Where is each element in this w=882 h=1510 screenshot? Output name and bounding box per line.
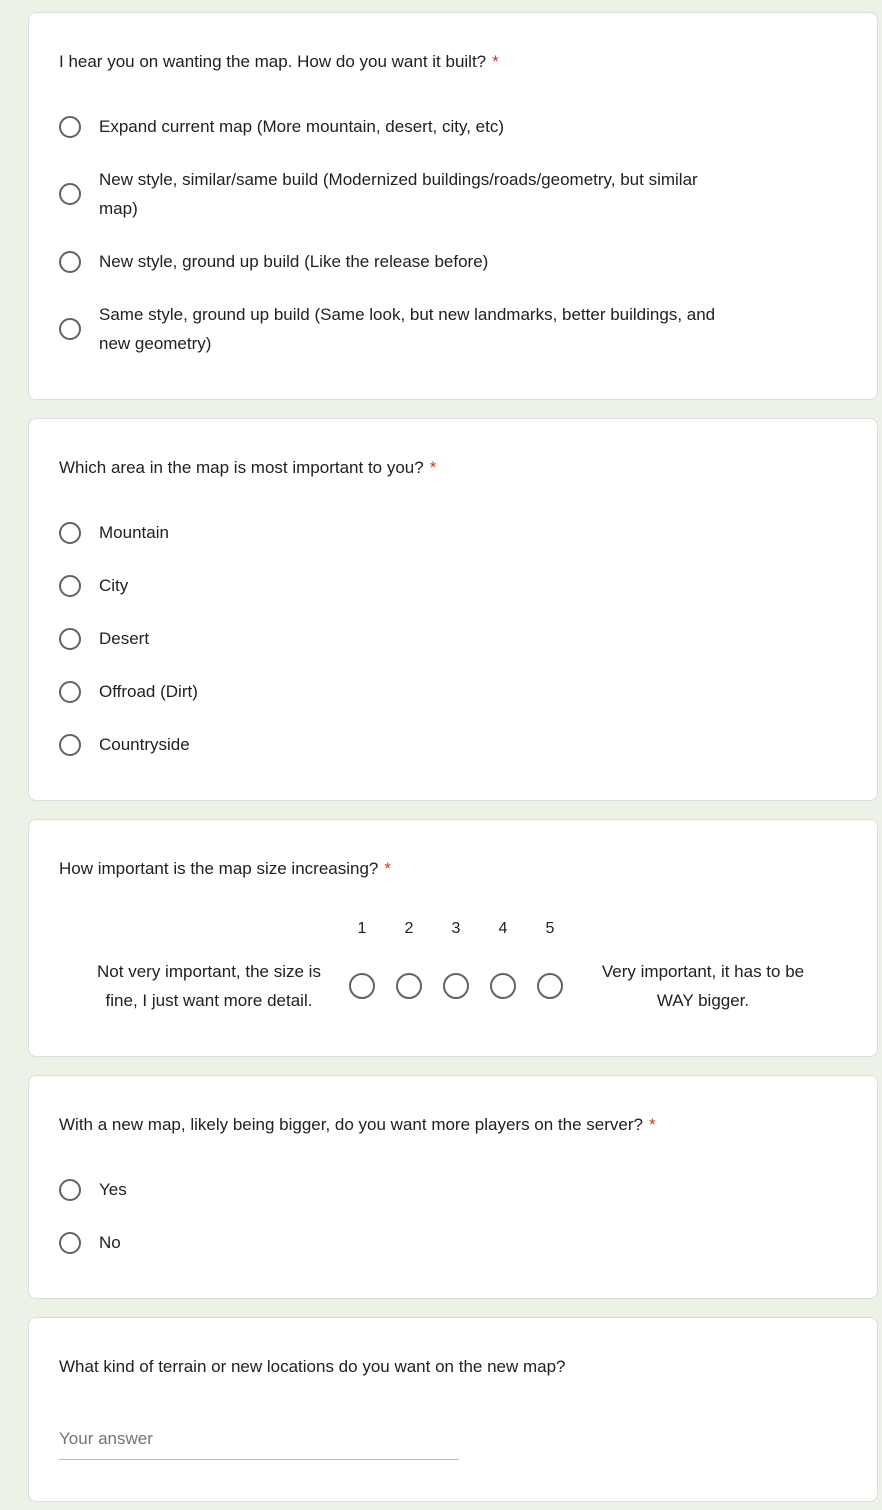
scale-radio-5[interactable]: [537, 973, 563, 999]
scale-number-label-4: 4: [498, 920, 508, 937]
question-title: [59, 857, 853, 881]
question-title: [59, 1113, 853, 1137]
required-asterisk: *: [648, 1115, 656, 1134]
radio-option[interactable]: [59, 677, 853, 706]
scale-number-label-2: 2: [404, 920, 414, 937]
scale-number-row: [349, 919, 563, 939]
question-title-text: With a new map, likely being bigger, do you want more players on the server?: [59, 1115, 643, 1134]
scale-low-label: Not very important, the size is fine, I just want more detail.: [97, 962, 321, 1010]
radio-button[interactable]: [59, 628, 81, 650]
short-answer-input[interactable]: [59, 1429, 459, 1460]
scale-radio-4[interactable]: [490, 973, 516, 999]
radio-option[interactable]: [59, 518, 853, 547]
radio-button[interactable]: [59, 522, 81, 544]
radio-button[interactable]: [59, 318, 81, 340]
required-asterisk: *: [429, 458, 437, 477]
scale-radio-1[interactable]: [349, 973, 375, 999]
scale-number-label-5: 5: [545, 920, 555, 937]
radio-option[interactable]: [59, 165, 853, 223]
required-asterisk: *: [384, 859, 391, 878]
radio-option[interactable]: [59, 1175, 853, 1204]
radio-option-label: Yes: [99, 1180, 127, 1199]
radio-option-label: New style, ground up build (Like the release before): [99, 252, 489, 271]
question-title: [59, 1355, 853, 1379]
question-card-4: [28, 1075, 878, 1299]
radio-option[interactable]: [59, 300, 853, 358]
radio-option[interactable]: [59, 730, 853, 759]
question-card-3: [28, 819, 878, 1057]
radio-option-label: No: [99, 1233, 121, 1252]
radio-option-label: New style, similar/same build (Modernized buildings/roads/geometry, but similar map): [99, 170, 698, 218]
question-title: [59, 456, 853, 480]
radio-option-label: Same style, ground up build (Same look, but new landmarks, better buildings, and new geometry): [99, 305, 716, 353]
linear-scale: [59, 919, 853, 1015]
question-title-text: What kind of terrain or new locations do you want on the new map?: [59, 1357, 566, 1376]
radio-button[interactable]: [59, 1179, 81, 1201]
radio-option-label: Desert: [99, 629, 150, 648]
radio-option[interactable]: [59, 571, 853, 600]
radio-button[interactable]: [59, 1232, 81, 1254]
scale-radio-row: [349, 973, 563, 999]
radio-option-label: Expand current map (More mountain, desert, city, etc): [99, 117, 505, 136]
radio-button[interactable]: [59, 681, 81, 703]
required-asterisk: *: [492, 52, 499, 71]
scale-number-label-3: 3: [451, 920, 461, 937]
scale-grid: [349, 919, 563, 1015]
question-card-5: [28, 1317, 878, 1502]
scale-radio-2[interactable]: [396, 973, 422, 999]
radio-option-label: City: [99, 576, 129, 595]
scale-radio-3[interactable]: [443, 973, 469, 999]
radio-button[interactable]: [59, 251, 81, 273]
question-title-text: I hear you on wanting the map. How do you want it built?: [59, 52, 487, 71]
radio-option-label: Mountain: [99, 523, 169, 542]
radio-option[interactable]: [59, 112, 853, 141]
radio-option-label: Offroad (Dirt): [99, 682, 198, 701]
radio-option[interactable]: [59, 1228, 853, 1257]
radio-button[interactable]: [59, 734, 81, 756]
question-title-text: How important is the map size increasing?: [59, 859, 379, 878]
radio-option[interactable]: [59, 247, 853, 276]
question-title-text: Which area in the map is most important to you?: [59, 458, 424, 477]
radio-button[interactable]: [59, 575, 81, 597]
scale-high-label: Very important, it has to be WAY bigger.: [601, 962, 805, 1010]
radio-option-label: Countryside: [99, 735, 190, 754]
question-title: [59, 50, 853, 74]
radio-button[interactable]: [59, 183, 81, 205]
radio-option[interactable]: [59, 624, 853, 653]
question-card-2: [28, 418, 878, 801]
radio-button[interactable]: [59, 116, 81, 138]
question-card-1: [28, 12, 878, 400]
scale-number-label-1: 1: [357, 920, 367, 937]
